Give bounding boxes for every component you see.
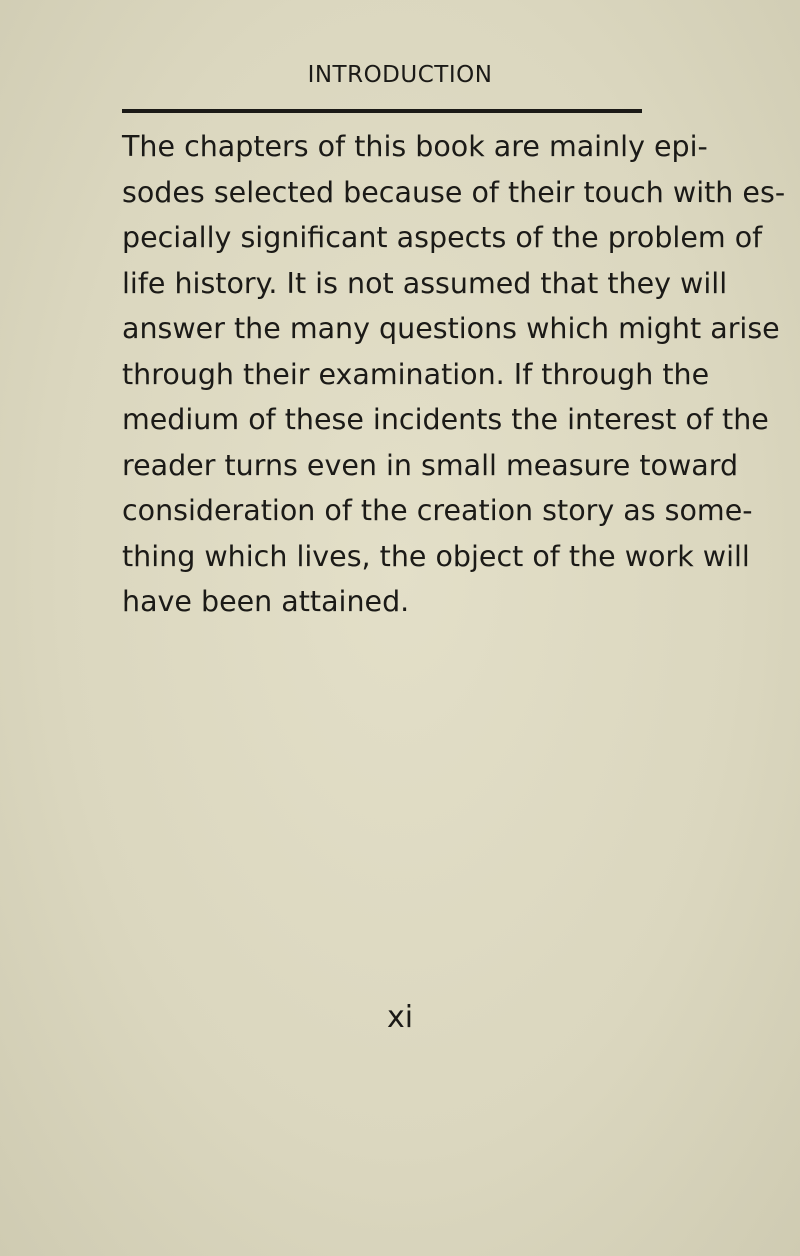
text-line: reader turns even in small measure toward [122, 448, 739, 482]
text-line: sodes selected because of their touch with es- [122, 175, 786, 209]
text-line-last: have been attained. [122, 585, 410, 618]
text-line: answer the many questions which might arise [122, 312, 780, 345]
page-number: xi [386, 1000, 414, 1035]
running-head: INTRODUCTION [307, 62, 493, 88]
text-line: consideration of the creation story as some- [122, 494, 753, 527]
text-line: through their examination. If through the [122, 357, 710, 391]
text-line: The chapters of this book are mainly epi- [122, 130, 708, 163]
text-line: life history. It is not assumed that they will [122, 266, 728, 300]
header-rule [122, 109, 642, 113]
text-line: medium of these incidents the interest of the [122, 403, 769, 436]
text-line: pecially significant aspects of the problem of [122, 221, 763, 254]
text-line: thing which lives, the object of the work will [122, 539, 750, 573]
paragraph [122, 124, 786, 625]
